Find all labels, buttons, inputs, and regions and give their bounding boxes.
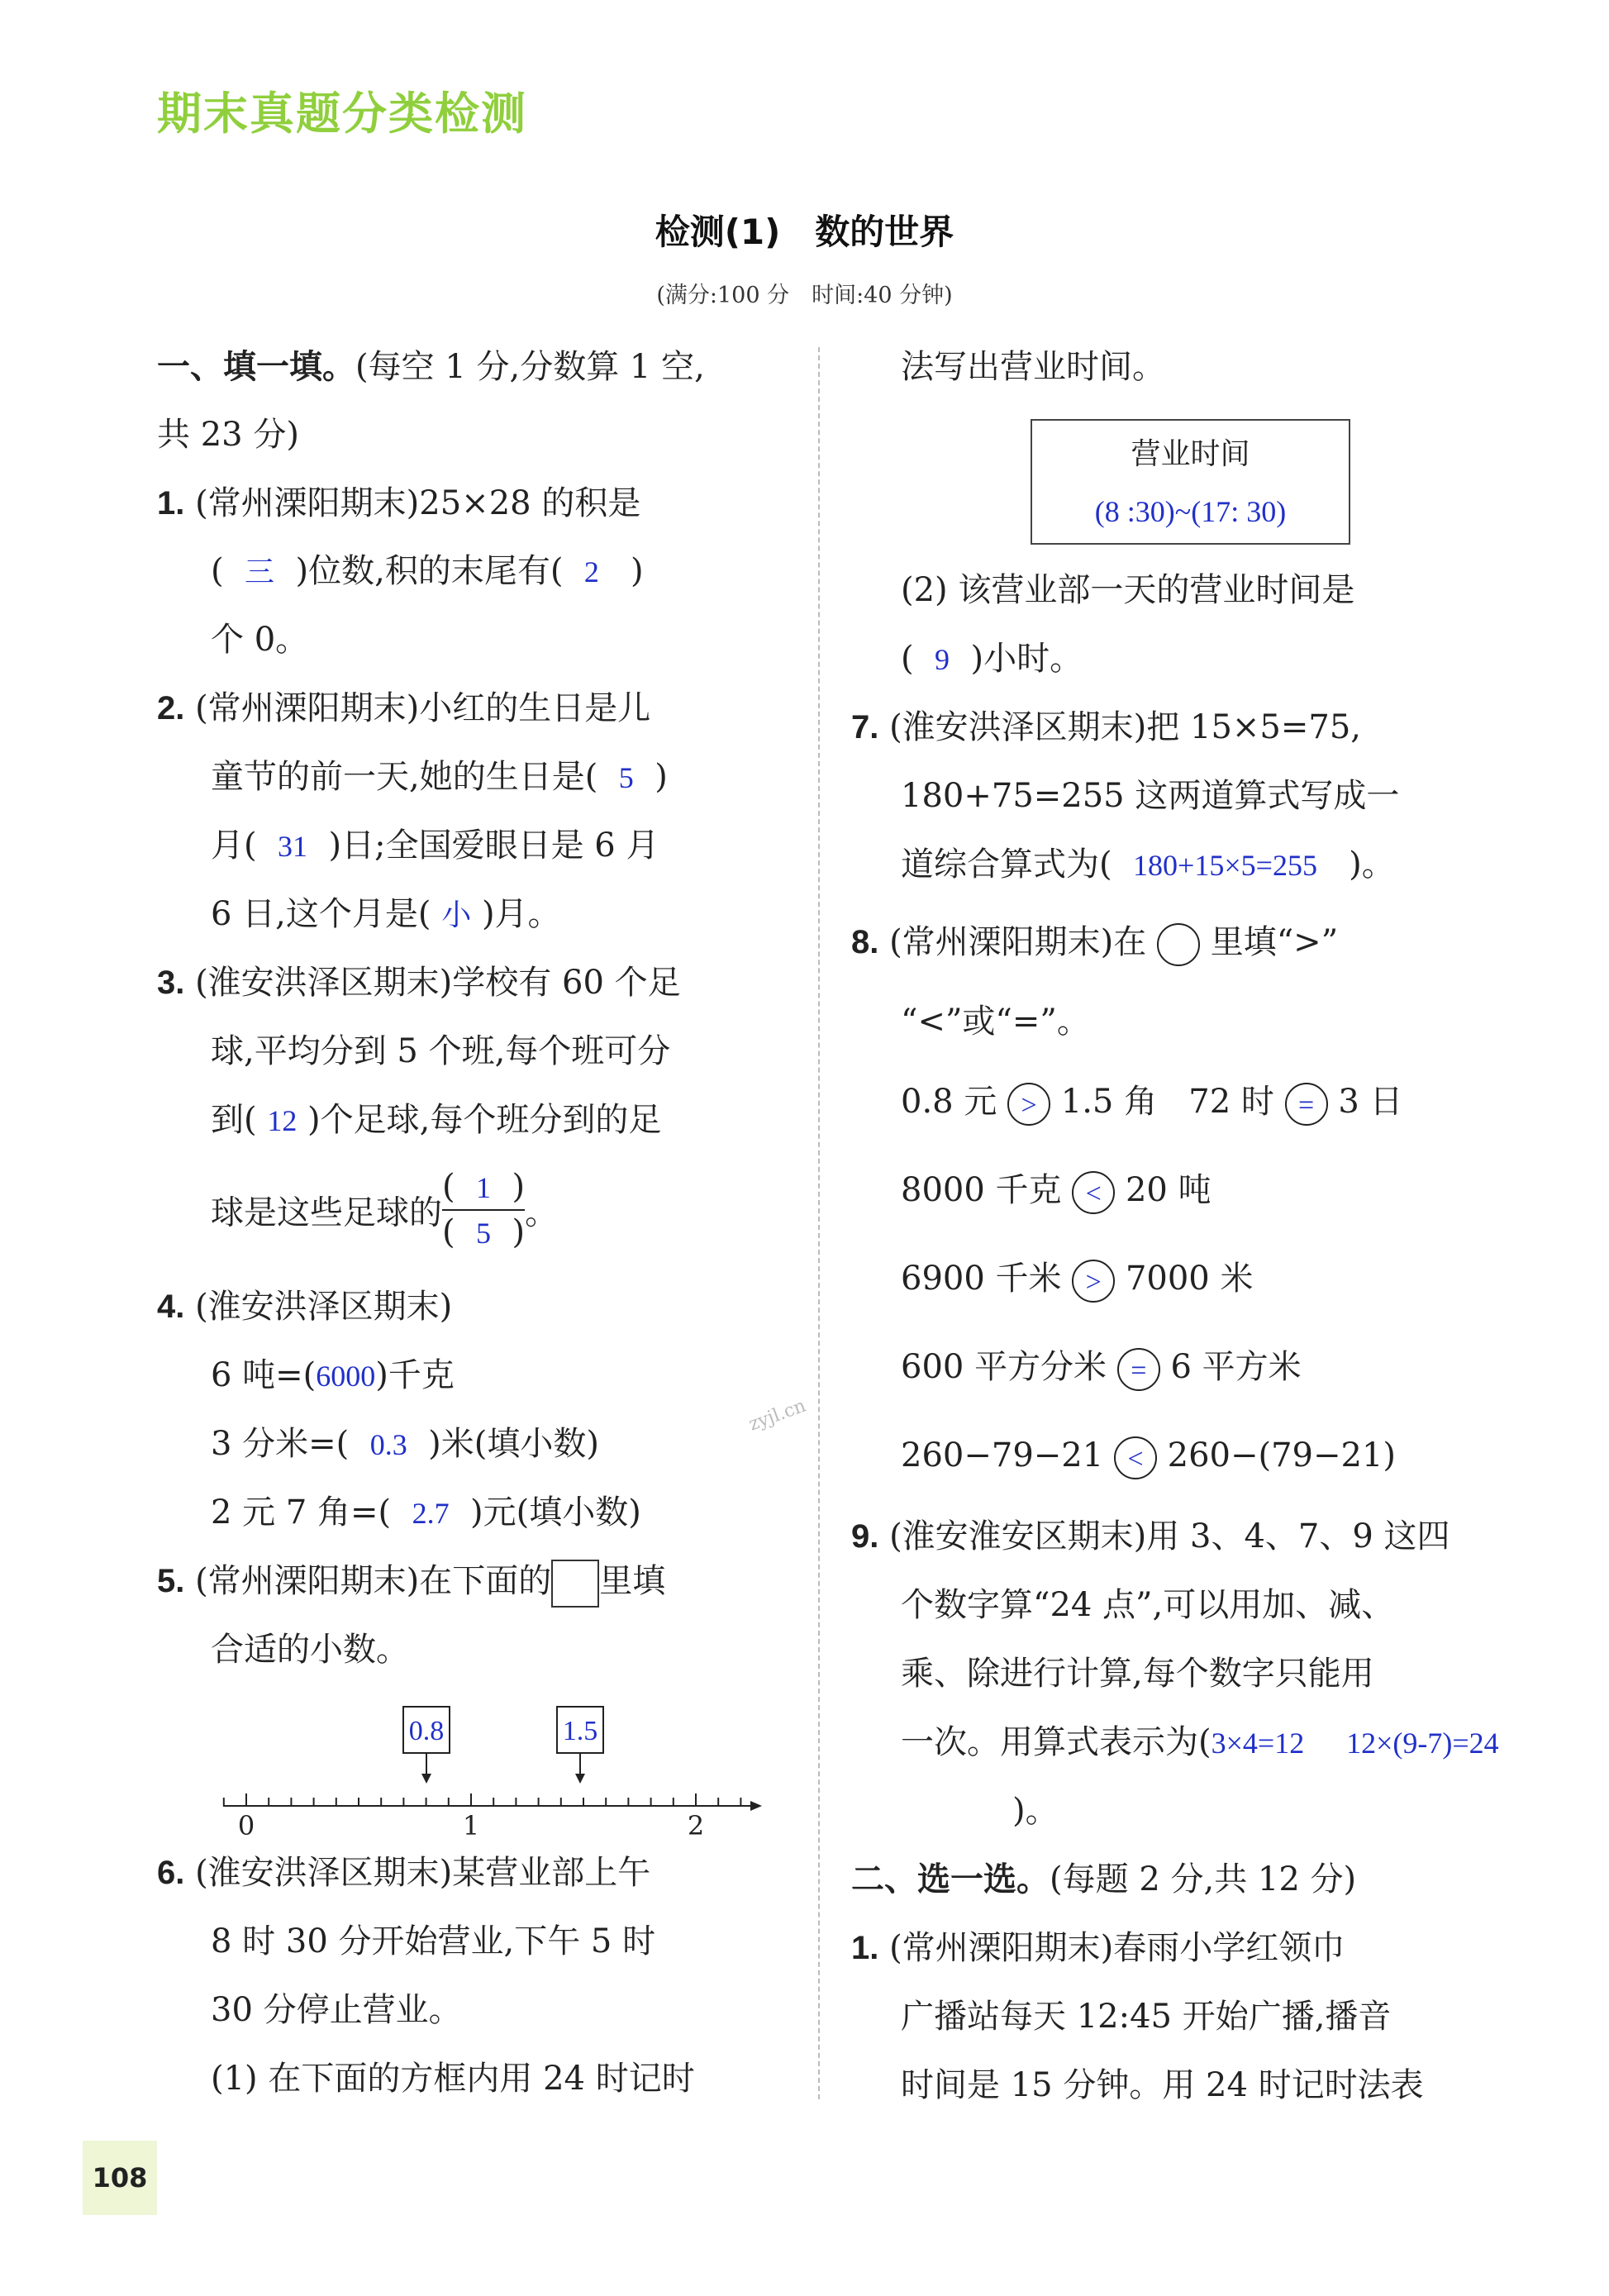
number-line-ticks: [224, 1793, 741, 1806]
q9-line4: 一次。用算式表示为(3×4=12 12×(9-7)=24: [901, 1723, 1499, 1761]
q9-line2: 个数字算“24 点”,可以用加、减、: [901, 1586, 1395, 1624]
q6-line4: (1) 在下面的方框内用 24 时记时: [211, 2060, 695, 2098]
q7-line3: 道综合算式为( 180+15×5=255 )。: [901, 846, 1395, 884]
q1-answer1: 三: [245, 555, 275, 588]
q7-line2: 180+75=255 这两道算式写成一: [901, 777, 1400, 815]
down-arrow-icon: [575, 1774, 585, 1784]
q1-line1: 1. (常州溧阳期末)25×28 的积是: [157, 484, 641, 522]
section1-heading: 一、填一填。(每空 1 分,分数算 1 空,: [157, 348, 705, 386]
answer-box-icon: [551, 1560, 599, 1608]
tick-label-2: 2: [687, 1810, 705, 1841]
q3-line4: 球是这些足球的 $\frac{( 1 )}{( 5 )}$ 。: [211, 1168, 559, 1251]
q6-line5: 法写出营业时间。: [901, 348, 1165, 386]
box-title: 营业时间: [1131, 437, 1250, 471]
q3-line1: 3. (淮安洪泽区期末)学校有 60 个足: [157, 964, 681, 1002]
q1-answer2: 2: [583, 555, 599, 588]
q4-line3: 3 分米=( 0.3 )米(填小数): [211, 1425, 599, 1463]
s2q1-line2: 广播站每天 12:45 开始广播,播音: [901, 1998, 1392, 2036]
watermark: zyjl.cn: [745, 1395, 809, 1436]
q8-line1: 8. (常州溧阳期末)在 里填“>”: [851, 921, 1338, 966]
q3-line3: 到( 12 )个足球,每个班分到的足: [211, 1101, 662, 1139]
q8-row5: 260−79−21 < 260−(79−21): [901, 1434, 1396, 1479]
q2-line1: 2. (常州溧阳期末)小红的生日是儿: [157, 689, 651, 727]
q2-line2: 童节的前一天,她的生日是( 5 ): [211, 758, 668, 796]
q8-line2: “<”或“=”。: [901, 1003, 1090, 1041]
column-divider: [818, 347, 820, 2099]
q6-line2: 8 时 30 分开始营业,下午 5 时: [211, 1922, 656, 1960]
section2-heading: 二、选一选。(每题 2 分,共 12 分): [851, 1860, 1357, 1898]
q3-fraction: $\frac{( 1 )}{( 5 )}$: [442, 1168, 526, 1251]
arrow-head-icon: [750, 1801, 762, 1811]
down-arrow-icon: [421, 1774, 431, 1784]
q9-line5: )。: [1012, 1792, 1059, 1830]
q9-line1: 9. (淮安淮安区期末)用 3、4、7、9 这四: [851, 1517, 1450, 1555]
q1-line3: 个 0。: [211, 621, 309, 659]
q4-line2: 6 吨=(6000)千克: [211, 1356, 455, 1394]
q6-line7: ( 9 )小时。: [901, 640, 1083, 678]
q8-row2: 8000 千克 < 20 吨: [901, 1169, 1212, 1214]
box-answer: (8 :30)~(17: 30): [1094, 495, 1287, 528]
q8-row3: 6900 千米 > 7000 米: [901, 1257, 1253, 1303]
q8-row4: 600 平方分米 = 6 平方米: [901, 1346, 1302, 1391]
q7-line1: 7. (淮安洪泽区期末)把 15×5=75,: [851, 708, 1361, 746]
page-number: 108: [83, 2141, 157, 2215]
q4-line1: 4. (淮安洪泽区期末): [157, 1288, 453, 1326]
number-line-answer-2: 1.5: [562, 1716, 598, 1746]
s2q1-line3: 时间是 15 分钟。用 24 时记时法表: [901, 2066, 1424, 2104]
q6-line1: 6. (淮安洪泽区期末)某营业部上午: [157, 1854, 651, 1892]
section-header: 期末真题分类检测: [157, 88, 527, 140]
number-line: [215, 1703, 769, 1843]
compare-circle-icon: [1157, 923, 1200, 966]
tick-label-0: 0: [237, 1810, 255, 1841]
q5-line2: 合适的小数。: [211, 1631, 409, 1669]
q8-row1: 0.8 元 > 1.5 角 72 时 = 3 日: [901, 1080, 1402, 1126]
q6-line6: (2) 该营业部一天的营业时间是: [901, 571, 1355, 609]
q2-line3: 月( 31 )日;全国爱眼日是 6 月: [211, 826, 659, 865]
tick-label-1: 1: [462, 1810, 480, 1841]
q5-line1: 5. (常州溧阳期末)在下面的 里填: [157, 1560, 665, 1608]
number-line-answer-1: 0.8: [408, 1716, 445, 1746]
section1-heading-cont: 共 23 分): [157, 416, 299, 454]
q2-line4: 6 日,这个月是( 小 )月。: [211, 895, 561, 933]
q1-line2: ( 三 )位数,积的末尾有( 2 ): [211, 552, 644, 590]
business-hours-box: [1031, 419, 1350, 545]
q6-line3: 30 分停止营业。: [211, 1991, 462, 2029]
s2q1-line1: 1. (常州溧阳期末)春雨小学红领巾: [851, 1929, 1345, 1967]
q9-line3: 乘、除进行计算,每个数字只能用: [901, 1655, 1374, 1693]
page-title: 检测(1) 数的世界: [655, 212, 954, 252]
page-subtitle: (满分:100 分 时间:40 分钟): [656, 283, 953, 308]
q4-line4: 2 元 7 角=( 2.7 )元(填小数): [211, 1493, 641, 1531]
q3-line2: 球,平均分到 5 个班,每个班可分: [211, 1032, 671, 1070]
